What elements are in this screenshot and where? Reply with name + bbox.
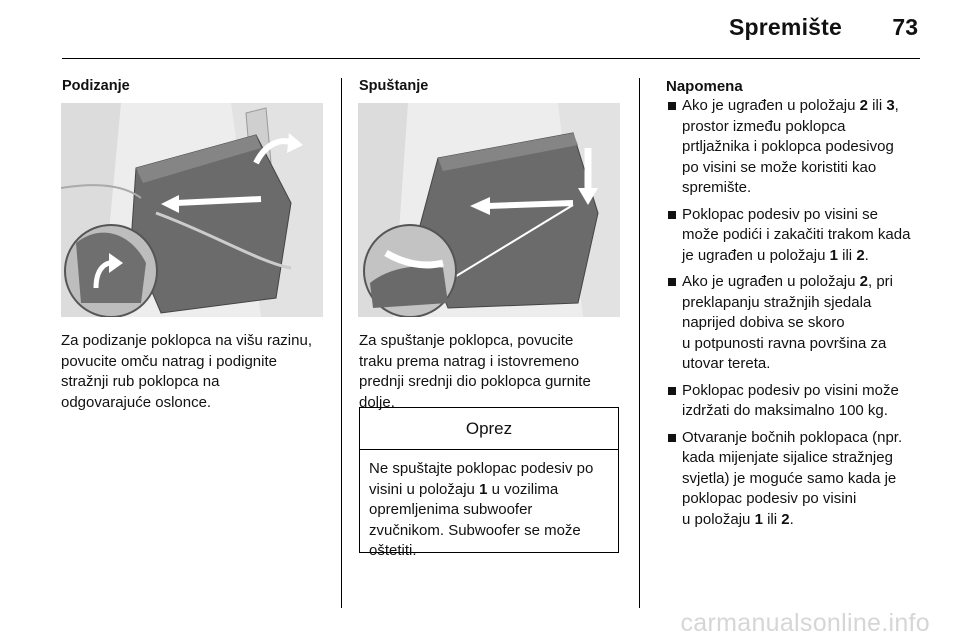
note-heading: Napomena xyxy=(666,78,743,95)
bullet-square-icon xyxy=(668,278,676,286)
note-item-1: Ako je ugrađen u položaju 2 ili 3, prostor između poklopca prtljažnika i poklopca podesivog po visini se može koristiti kao spremište. xyxy=(666,96,926,199)
figure-raising-cover xyxy=(61,103,323,317)
figure-lowering-cover xyxy=(358,103,620,317)
bullet-square-icon xyxy=(668,387,676,395)
paragraph-lowering: Za spuštanje poklopca, povucite traku prema natrag i istovremeno prednji srednji dio poklopca gurnite dolje. xyxy=(359,332,591,411)
column-divider-2 xyxy=(639,78,640,608)
bullet-square-icon xyxy=(668,434,676,442)
note-item-3: Ako je ugrađen u položaju 2, pri preklapanju stražnjih sjedala naprijed dobiva se skoro u potpunosti ravna površina za utovar tereta. xyxy=(666,272,926,375)
heading-podizanje: Podizanje xyxy=(62,78,130,94)
caution-text: Ne spuštajte poklopac podesiv po visini u položaju 1 u vozilima opremljenima subwoofer zvučnikom. Subwoofer se može oštetiti. xyxy=(369,460,594,559)
note-item-2: Poklopac podesiv po visini se može podići i zakačiti trakom kada je ugrađen u položaju 1 ili 2. xyxy=(666,205,926,267)
heading-spustanje: Spuštanje xyxy=(359,78,429,94)
header-rule xyxy=(62,58,920,59)
caution-box xyxy=(359,407,619,559)
note-item-5: Otvaranje bočnih poklopaca (npr. kada mijenjate sijalice stražnjeg svjetla) je moguće samo kada je poklopac podesiv po visini u položaju 1 ili 2. xyxy=(666,428,926,531)
watermark: carmanualsonline.info xyxy=(680,609,930,637)
page-title: Spremište xyxy=(728,14,842,40)
bullet-square-icon xyxy=(668,211,676,219)
column-divider-1 xyxy=(341,78,342,608)
note-list xyxy=(666,96,926,536)
paragraph-raising: Za podizanje poklopca na višu razinu, povucite omču natrag i podignite stražnji rub poklopca na odgovarajuće oslonce. xyxy=(61,332,312,411)
bullet-square-icon xyxy=(668,102,676,110)
page-number: 73 xyxy=(892,14,918,40)
note-item-4: Poklopac podesiv po visini može izdržati do maksimalno 100 kg. xyxy=(666,381,926,422)
caution-title: Oprez xyxy=(360,408,618,450)
